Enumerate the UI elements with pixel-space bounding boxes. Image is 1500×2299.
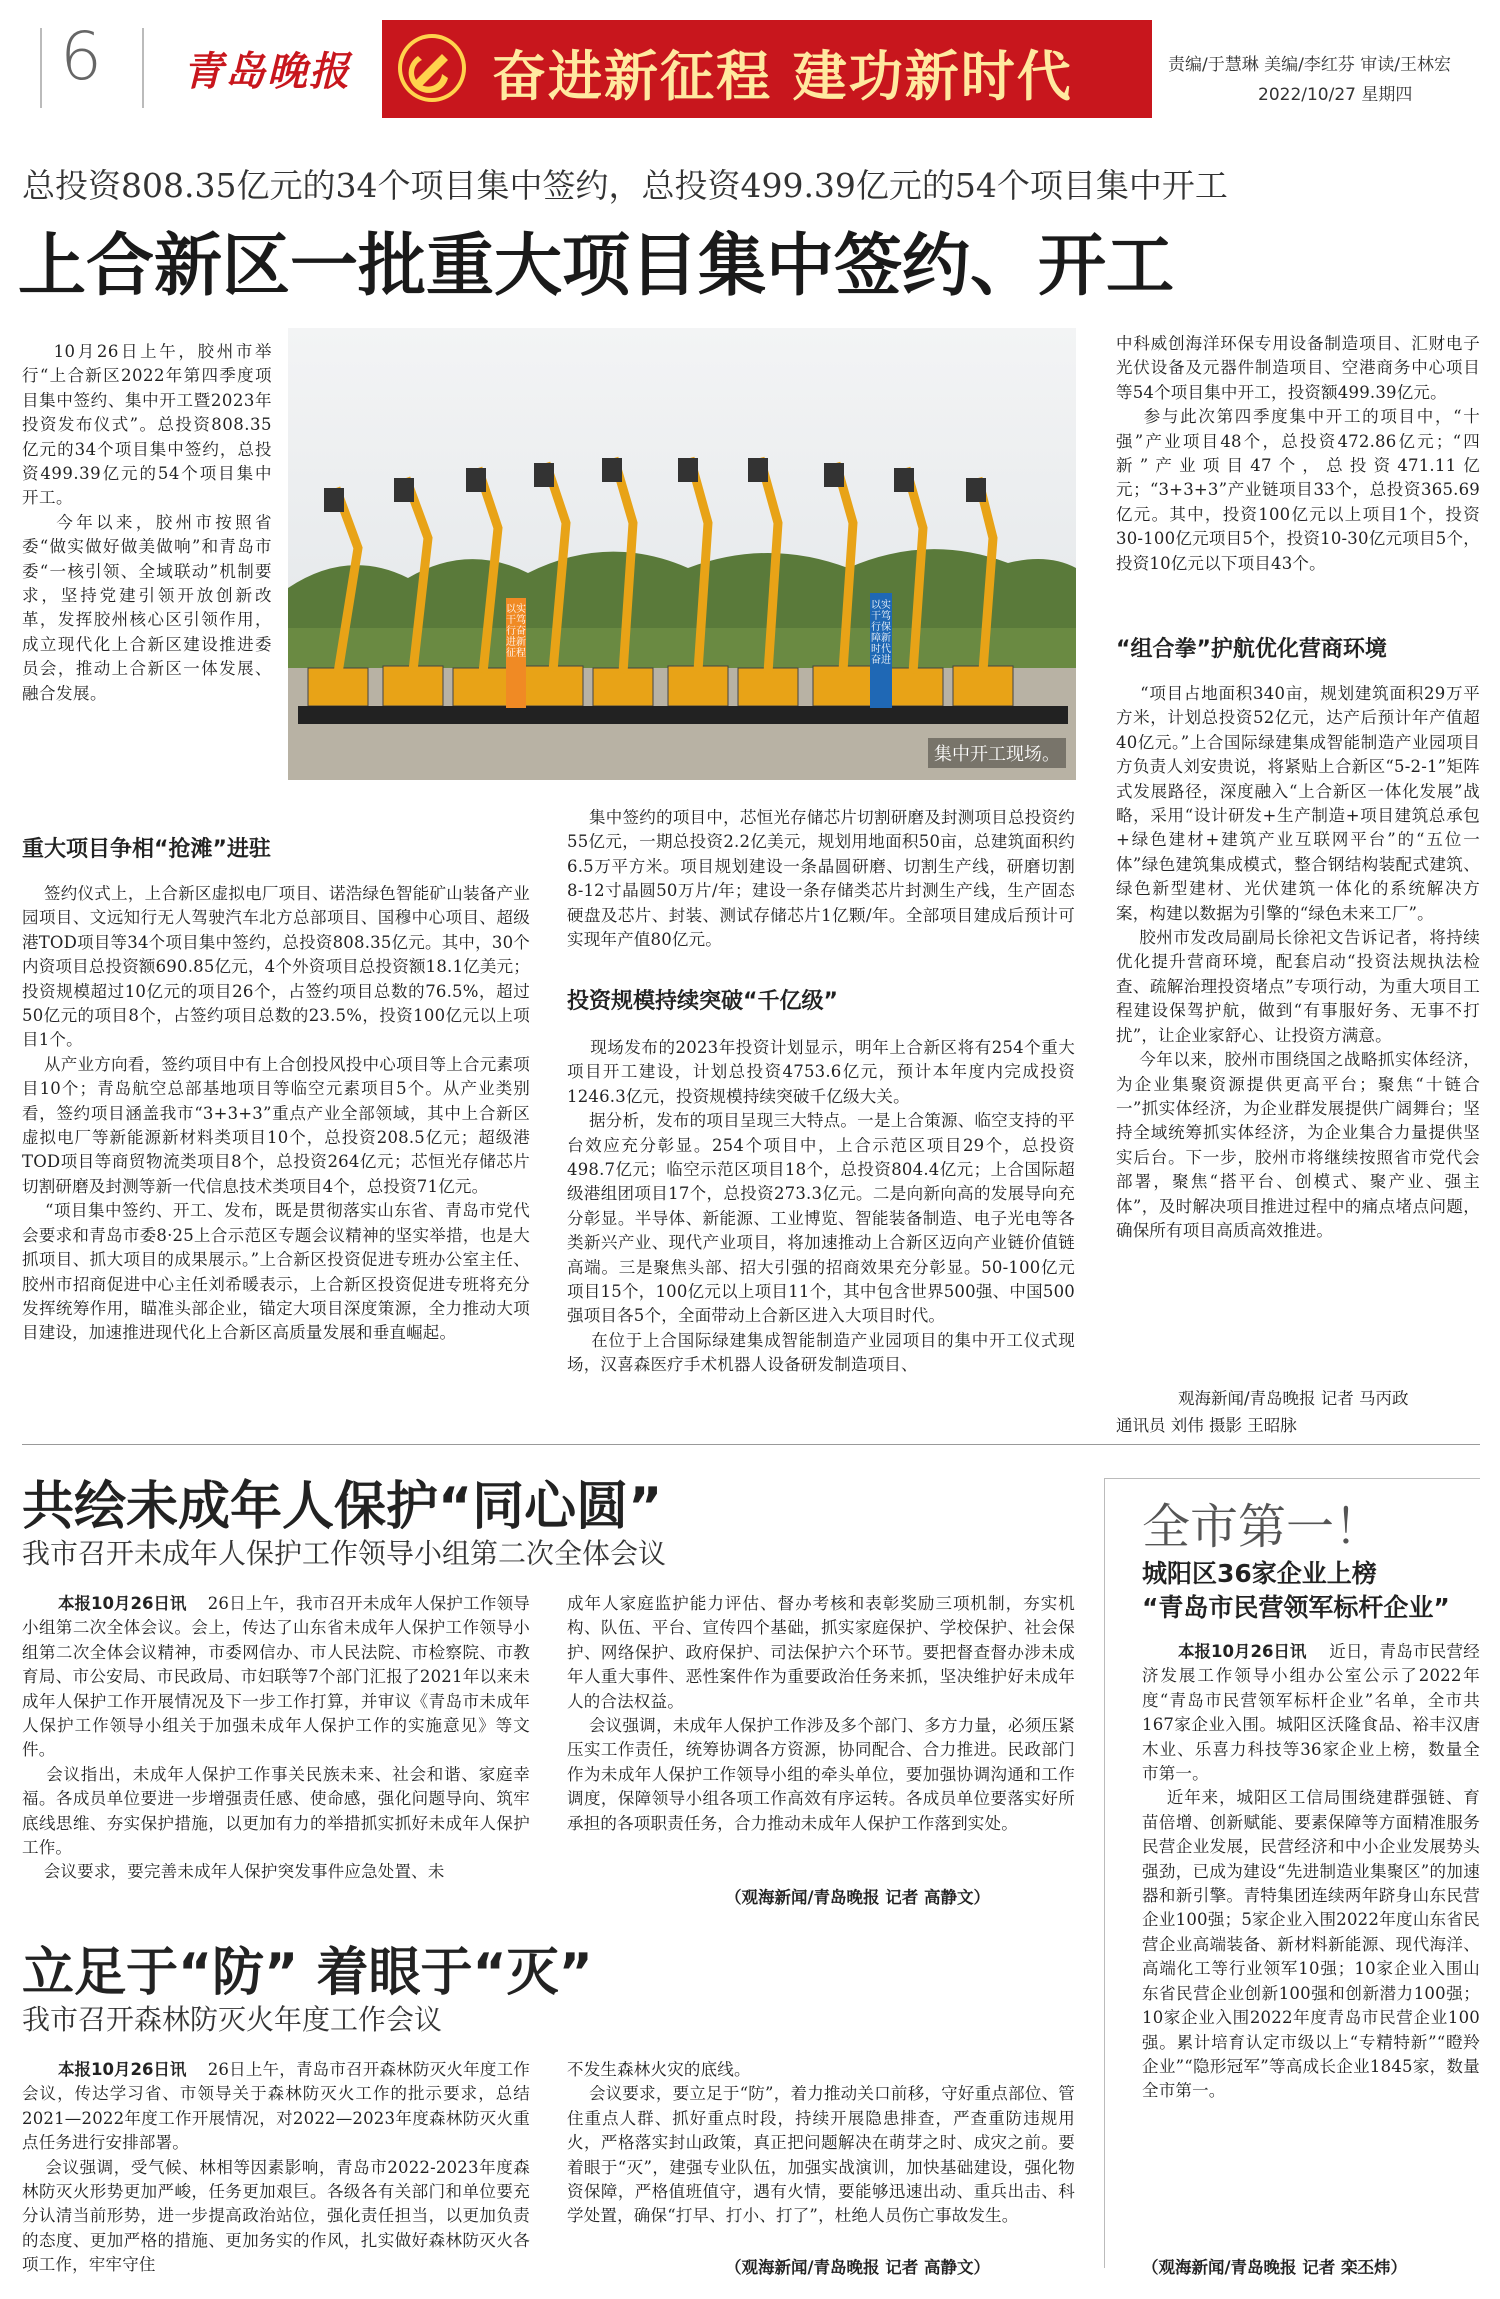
story4-headline-1: 城阳区36家企业上榜	[1142, 1559, 1377, 1588]
lead-intro: 10月26日上午，胶州市举行“上合新区2022年第四季度项目集中签约、集中开工暨2023年投资发布仪式”。总投资808.35亿元的34个项目集中签约，总投资499.39亿元的54个项目集中开工。 今年以来，胶州市按照省委“做实做好做美做响”和青岛市委“一核引领、全域联动”机制要求，坚持党建引领开放创新改革，发挥胶州核心区引领作用，成立现代化上合新区建设推进委员会，推动上合新区一体发展、融合发展。	[22, 342, 273, 703]
story4-box-top-rule	[1104, 1478, 1480, 1479]
lead-col1: 签约仪式上，上合新区虚拟电厂项目、诺浩绿色智能矿山装备产业园项目、文远知行无人驾驶汽车北方总部项目、国穆中心项目、超级港TOD项目等34个项目集中签约，总投资808.35亿元。其中，30个内资项目总投资额690.85亿元，4个外资项目总投资额18.1亿美元；投资规模超过10亿元的项目26个，占签约项目总数的76.5%，超过50亿元的项目8个，占签约项目总数的23.5%，投资100亿元以上项目1个。 从产业方向看，签约项目中有上合创投风投中心项目等上合元素项目10个；青岛航空总部基地项目等临空元素项目5个。从产业类别看，签约项目涵盖我市“3+3+3”重点产业全部领域，其中上合新区虚拟电厂等新能源新材料类项目10个，总投资208.5亿元；超级港TOD项目等商贸物流类项目8个，总投资264亿元；芯恒光存储芯片切割研磨及封测等新一代信息技术类项目4个，总投资71亿元。 “项目集中签约、开工、发布，既是贯彻落实山东省、青岛市党代会要求和青岛市委8·25上合示范区专题会议精神的坚实举措，也是大抓项目、抓大项目的成果展示。”上合新区投资促进专班办公室主任、胶州市招商促进中心主任刘希暖表示，上合新区投资促进专班将充分发挥统筹作用，瞄准头部企业，锚定大项目深度策源，全力推动大项目建设，加速推进现代化上合新区高质量发展和垂直崛起。	[22, 884, 530, 1343]
masthead-divider-left	[40, 28, 42, 108]
lead-col2b: 现场发布的2023年投资计划显示，明年上合新区将有254个重大项目开工建设，计划总投资4753.6亿元，预计本年度内完成投资1246.3亿元，投资规模持续突破千亿级大关。 据分析，发布的项目呈现三大特点。一是上合策源、临空支持的平台效应充分彰显。254个项目中，上合示范区项目29个，总投资498.7亿元；临空示范区项目18个，总投资804.4亿元；上合国际超级港组团项目17个，总投资273.3亿元。二是向新向高的发展导向充分彰显。半导体、新能源、工业博览、智能装备制造、电子光电等各类新兴产业、现代产业项目，将加速推动上合新区迈向产业链价值链高端。三是聚焦头部、招大引强的招商效果充分彰显。50-100亿元项目15个，100亿元以上项目11个，其中包含世界500强、中国500强项目各5个，全面带动上合新区进入大项目时代。 在位于上合国际绿建集成智能制造产业园项目的集中开工仪式现场，汉喜森医疗手术机器人设备研发制造项目、	[567, 1038, 1075, 1375]
story4-box-rule	[1104, 1478, 1105, 2268]
story3-dateline: 本报10月26日讯	[58, 2060, 187, 2079]
issue-date: 2022/10/27 星期四	[1258, 85, 1413, 105]
story4-credit: （观海新闻/青岛晚报 记者 栾丕炜）	[1142, 2258, 1408, 2277]
story2-credit: （观海新闻/青岛晚报 记者 高静文）	[725, 1888, 991, 1907]
lead-col3b: “项目占地面积340亩，规划建筑面积29万平方米，计划总投资52亿元，达产后预计年产值超40亿元。”上合国际绿建集成智能制造产业园项目方负责人刘安贵说，将紧贴上合新区“5-2-1”矩阵式发展路径，深度融入“上合新区一体化发展”战略，采用“设计研发+生产制造+项目建筑总承包+绿色建材+建筑产业互联网平台”的“五位一体”绿色建筑集成模式，整合钢结构装配式建筑、绿色新型建材、光伏建筑一体化的系统解决方案，构建以数据为引擎的“绿色未来工厂”。 胶州市发改局副局长徐祀文告诉记者，将持续优化提升营商环境，配套启动“投资法规执法检查、疏解治理投资堵点”专项行动，为重大项目工程建设保驾护航，做到“有事服好务、无事不打扰”，让企业家舒心、让投资方满意。 今年以来，胶州市围绕国之战略抓实体经济，为企业集聚资源提供更高平台；聚焦“十链合一”抓实体经济，为企业群发展提供广阔舞台；坚持全域统筹抓实体经济，为企业集合力量提供坚实后台。下一步，胶州市将继续按照省市党代会部署，聚焦“搭平台、创模式、聚产业、强主体”，及时解决项目推进过程中的痛点堵点问题，确保所有项目高质高效推进。	[1116, 684, 1481, 1240]
story2-headline: 共绘未成年人保护“同心圆”	[22, 1477, 663, 1537]
masthead	[0, 0, 1500, 118]
banner-slogan: 奋进新征程 建功新时代	[492, 45, 1073, 108]
story3-col1	[22, 2058, 530, 2278]
story2-subhead: 我市召开未成年人保护工作领导小组第二次全体会议	[22, 1537, 667, 1570]
section-title-1: 重大项目争相“抢滩”进驻	[22, 837, 271, 862]
photo-sign-blue: 以实干笃行保障新时代奋进	[871, 600, 891, 666]
story2-col1-text: 26日上午，我市召开未成年人保护工作领导小组第二次全体会议。会上，传达了山东省未成年人保护工作领导小组第二次全体会议精神，市委网信办、市人民法院、市检察院、市教育局、市公安局、市民政局、市妇联等7个部门汇报了2021年以来未成年人保护工作开展情况及下一步工作打算，并审议《青岛市未成年人保护工作领导小组关于加强未成年人保护工作的实施意见》等文件。 会议指出，未成年人保护工作事关民族未来、社会和谐、家庭幸福。各成员单位要进一步增强责任感、使命感，强化问题导向、筑牢底线思维、夯实保护措施，以更加有力的举措抓实抓好未成年人保护工作。 会议要求，要完善未成年人保护突发事件应急处置、未	[22, 1594, 530, 1882]
party-emblem-icon	[396, 32, 468, 104]
story3-col1-text: 26日上午，青岛市召开森林防灭火年度工作会议，传达学习省、市领导关于森林防灭火工作的批示要求，总结2021—2022年度工作开展情况，对2022—2023年度森林防灭火重点任务进行安排部署。 会议强调，受气候、林相等因素影响，青岛市2022-2023年度森林防灭火形势更加严峻，任务更加艰巨。各级各有关部门和单位要充分认清当前形势，进一步提高政治站位，强化责任担当，以更加负责的态度、更加严格的措施、更加务实的作风，扎实做好森林防灭火各项工作，牢牢守住	[22, 2060, 530, 2275]
photo-sign-orange: 以实干笃行奋进新征程	[506, 604, 526, 659]
section-title-2: 投资规模持续突破“千亿级”	[567, 989, 838, 1014]
story4-dateline: 本报10月26日讯	[1178, 1642, 1307, 1661]
photo-caption: 集中开工现场。	[928, 738, 1066, 768]
story3-subhead: 我市召开森林防灭火年度工作会议	[22, 2003, 443, 2036]
story3-credit: （观海新闻/青岛晚报 记者 高静文）	[725, 2258, 991, 2277]
story4-headline-2: “青岛市民营领军标杆企业”	[1142, 1593, 1450, 1622]
story2-col2: 成年人家庭监护能力评估、督办考核和表彰奖励三项机制，夯实机构、队伍、平台、宣传四个基础，抓实家庭保护、学校保护、社会保护、网络保护、政府保护、司法保护六个环节。要把督查督办涉未成年人重大事件、恶性案件作为重要政治任务来抓，坚决维护好未成年人的合法权益。 会议强调，未成年人保护工作涉及多个部门、多方力量，必须压紧压实工作责任，统筹协调各方资源，协同配合、合力推进。民政部门作为未成年人保护工作领导小组的牵头单位，要加强协调沟通和工作调度，保障领导小组各项工作高效有序运转。各成员单位要落实好所承担的各项职责任务，合力推动未成年人保护工作落到实处。	[567, 1594, 1075, 1833]
story4-body-text: 近日，青岛市民营经济发展工作领导小组办公室公示了2022年度“青岛市民营领军标杆企业”名单，全市共167家企业入围。城阳区沃隆食品、裕丰汉唐木业、乐喜力科技等36家企业上榜，数量全市第一。 近年来，城阳区工信局围绕建群强链、育苗倍增、创新赋能、要素保障等方面精准服务民营企业发展，民营经济和中小企业发展势头强劲，已成为建设“先进制造业集聚区”的加速器和新引擎。青特集团连续两年跻身山东民营企业100强；5家企业入围2022年度山东省民营企业高端装备、新材料新能源、现代海洋、高端化工等行业领军10强；10家企业入围山东省民营企业创新100强和创新潜力100强；10家企业入围2022年度青岛市民营企业100强。累计培育认定市级以上“专精特新”“瞪羚企业”“隐形冠军”等高成长企业1845家，数量全市第一。	[1142, 1642, 1481, 2101]
page-number: 6	[60, 18, 102, 95]
story2-col1	[22, 1592, 530, 1885]
story2-dateline: 本报10月26日讯	[58, 1594, 187, 1613]
paper-name-logo: 青岛晚报	[183, 48, 351, 95]
editors: 责编/于慧琳 美编/李红芬 审读/王林宏	[1168, 55, 1451, 75]
story3-headline: 立足于“防” 着眼于“灭”	[22, 1943, 593, 2003]
lead-col2a: 集中签约的项目中，芯恒光存储芯片切割研磨及封测项目总投资约55亿元，一期总投资2.2亿美元，规划用地面积50亩，总建筑面积约6.5万平方米。项目规划建设一条晶圆研磨、切割生产线，研磨切割8-12寸晶圆50万片/年；建设一条存储类芯片封测生产线，生产固态硬盘及芯片、封装、测试存储芯片1亿颗/年。全部项目建成后预计可实现年产值80亿元。	[567, 808, 1075, 950]
lead-kicker: 总投资808.35亿元的34个项目集中签约，总投资499.39亿元的54个项目集中开工	[22, 166, 1228, 205]
lead-headline: 上合新区一批重大项目集中签约、开工	[18, 227, 1175, 306]
masthead-divider-mid	[142, 28, 144, 108]
section-title-3: “组合拳”护航优化营商环境	[1116, 637, 1387, 662]
lead-col3a: 中科威创海洋环保专用设备制造项目、汇财电子光伏设备及元器件制造项目、空港商务中心项目等54个项目集中开工，投资额499.39亿元。 参与此次第四季度集中开工的项目中，“十强”产业项目48个，总投资472.86亿元；“四新”产业项目47个，总投资471.11亿元；“3+3+3”产业链项目33个，总投资365.69亿元。其中，投资100亿元以上项目1个，投资30-100亿元项目5个，投资10-30亿元项目5个，投资10亿元以下项目43个。	[1116, 334, 1480, 573]
banner	[382, 20, 1152, 118]
story4-kicker: 全市第一！	[1142, 1499, 1383, 1555]
section-rule	[22, 1444, 1480, 1445]
lead-photo	[288, 328, 1076, 780]
lead-credit-1: 观海新闻/青岛晚报 记者 马丙政	[1178, 1389, 1409, 1408]
story4-text	[1142, 1640, 1480, 2104]
lead-credit-2: 通讯员 刘伟 摄影 王昭脉	[1116, 1416, 1297, 1435]
story3-col2: 不发生森林火灾的底线。 会议要求，要立足于“防”，着力推动关口前移，守好重点部位、管住重点人群、抓好重点时段，持续开展隐患排查，严查重防违规用火，严格落实封山政策，真正把问题解决在萌芽之时、成灾之前。要着眼于“灭”，建强专业队伍，加强实战演训，加快基础建设，强化物资保障，严格值班值守，遇有火情，要能够迅速出动、重兵出击、科学处置，确保“打早、打小、打了”，杜绝人员伤亡事故发生。	[567, 2060, 1076, 2226]
